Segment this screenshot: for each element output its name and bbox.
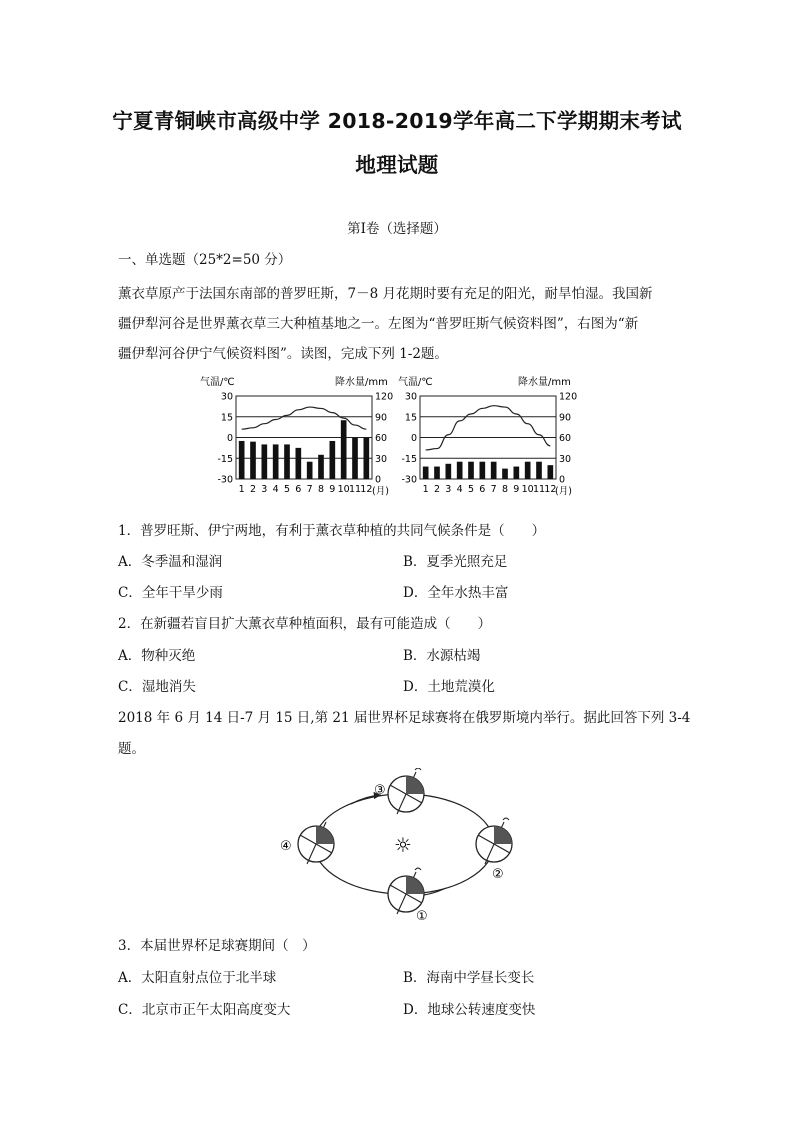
q2-option-a[interactable]: A．物种灭绝 <box>118 648 196 664</box>
exam-title: 宁夏青铜峡市高级中学 2018-2019学年高二下学期期末考试 <box>112 109 682 133</box>
month-tick: 1 <box>422 484 429 495</box>
temp-tick: -15 <box>401 453 417 465</box>
precip-bar-5 <box>284 444 290 479</box>
month-tick: 12 <box>360 484 373 495</box>
q1-stem: 1．普罗旺斯、伊宁两地，有利于薰衣草种植的共同气候条件是（ ） <box>118 523 546 539</box>
temp-tick: -15 <box>217 453 233 465</box>
precip-bar-12 <box>548 465 554 479</box>
temp-tick: 15 <box>404 412 417 424</box>
precip-bar-10 <box>341 420 347 479</box>
q1-option-a[interactable]: A．冬季温和湿润 <box>118 554 223 570</box>
temperature-curve <box>242 407 367 429</box>
label-2: ② <box>492 867 504 882</box>
precip-tick: 60 <box>375 433 388 444</box>
month-tick: 2 <box>249 484 257 495</box>
temp-tick: -30 <box>401 474 417 486</box>
temp-axis-label: 气温/℃ <box>200 377 235 388</box>
month-tick: 8 <box>317 484 325 495</box>
precip-tick: 90 <box>375 412 388 424</box>
q2-stem: 2．在新疆若盲目扩大薰衣草种植面积，最有可能造成（ ） <box>118 616 492 632</box>
temp-tick: 30 <box>404 391 417 403</box>
temp-tick: 15 <box>220 412 233 424</box>
precip-bar-11 <box>536 462 542 479</box>
temp-tick-labels <box>401 392 417 486</box>
month-tick: 9 <box>513 484 520 495</box>
month-tick: 9 <box>329 484 336 495</box>
intro1-line1: 薰衣草原产于法国东南部的普罗旺斯，7－8 月花期时要有充足的阳光，耐旱怕湿。我国新 <box>118 286 653 302</box>
month-tick: 7 <box>306 484 313 495</box>
climate-charts <box>200 372 590 502</box>
temp-axis-label: 气温/℃ <box>398 377 433 388</box>
precip-tick: 120 <box>375 391 394 403</box>
precip-bar-3 <box>446 464 452 479</box>
month-tick: 8 <box>501 484 509 495</box>
temp-tick: -30 <box>217 474 233 486</box>
q2-option-b[interactable]: B．水源枯竭 <box>403 648 481 664</box>
temperature-curve <box>426 406 551 450</box>
climate-chart-yining <box>398 375 577 497</box>
earth-position-2 <box>476 818 512 864</box>
section-title: 第Ⅰ卷（选择题） <box>347 221 447 237</box>
label-4: ④ <box>280 839 292 854</box>
month-tick: 4 <box>272 484 279 495</box>
label-1: ① <box>416 909 428 924</box>
precip-bar-7 <box>307 462 313 479</box>
q2-option-d[interactable]: D．土地荒漠化 <box>403 679 495 695</box>
precip-bar-2 <box>250 442 256 479</box>
precip-bar-8 <box>318 455 324 479</box>
q1-option-b[interactable]: B．夏季光照充足 <box>403 554 508 570</box>
q3-option-d[interactable]: D．地球公转速度变快 <box>403 1002 536 1018</box>
precip-bar-9 <box>514 467 520 479</box>
q1-option-d[interactable]: D．全年水热丰富 <box>403 585 509 601</box>
earth-orbit-diagram <box>276 768 526 928</box>
month-tick: 10 <box>337 484 350 495</box>
precip-bar-9 <box>330 441 336 479</box>
precip-tick: 30 <box>559 453 572 465</box>
part-heading: 一、单选题（25*2=50 分） <box>118 252 292 268</box>
precip-axis-label: 降水量/mm <box>518 377 571 388</box>
precip-bar-2 <box>434 467 440 479</box>
earth-position-3 <box>388 768 424 814</box>
precip-tick: 0 <box>559 474 566 486</box>
q3-option-a[interactable]: A．太阳直射点位于北半球 <box>118 970 277 986</box>
precip-bar-1 <box>239 441 245 479</box>
label-3: ③ <box>374 783 386 798</box>
temp-tick-labels <box>217 392 233 486</box>
precip-bar-8 <box>502 469 508 479</box>
month-tick: 1 <box>238 484 245 495</box>
precip-tick: 120 <box>559 391 578 403</box>
q2-option-c[interactable]: C．湿地消失 <box>118 679 196 695</box>
intro2-line2: 题。 <box>118 741 145 757</box>
precip-bars <box>423 462 553 479</box>
q1-option-c[interactable]: C．全年干旱少雨 <box>118 585 223 601</box>
month-unit-label: (月) <box>555 486 572 497</box>
intro2-line1: 2018 年 6 月 14 日-7 月 15 日,第 21 届世界杯足球赛将在俄罗斯境内举行。据此回答下列 3-4 <box>118 710 691 726</box>
precip-axis-label: 降水量/mm <box>335 377 388 388</box>
precip-bar-1 <box>423 467 429 479</box>
climate-chart-provence <box>200 375 393 497</box>
month-tick: 6 <box>479 484 486 495</box>
earth-position-1 <box>388 868 424 914</box>
month-tick-labels <box>423 484 557 495</box>
temp-gridlines <box>236 417 372 459</box>
temp-tick: 30 <box>220 391 233 403</box>
precip-bar-6 <box>480 462 486 479</box>
precip-bar-4 <box>457 462 463 479</box>
month-tick: 7 <box>490 484 497 495</box>
month-tick-labels <box>239 484 373 495</box>
precip-tick-labels <box>375 392 393 486</box>
month-tick: 10 <box>521 484 534 495</box>
precip-tick: 30 <box>375 453 388 465</box>
month-tick: 5 <box>283 484 291 495</box>
month-tick: 3 <box>445 484 452 495</box>
q3-option-c[interactable]: C．北京市正午太阳高度变大 <box>118 1002 291 1018</box>
month-tick: 5 <box>467 484 475 495</box>
precip-tick: 90 <box>559 412 572 424</box>
month-tick: 12 <box>544 484 557 495</box>
precip-tick: 0 <box>375 474 382 486</box>
month-tick: 6 <box>295 484 302 495</box>
precip-bar-6 <box>296 448 302 479</box>
sun-icon: ☼ <box>394 833 412 857</box>
precip-bar-7 <box>491 462 497 479</box>
month-tick: 4 <box>456 484 463 495</box>
precip-bar-11 <box>352 438 358 480</box>
q3-option-b[interactable]: B．海南中学昼长变长 <box>403 970 535 986</box>
precip-bar-10 <box>525 462 531 479</box>
month-tick: 2 <box>433 484 441 495</box>
month-unit-label: (月) <box>372 486 389 497</box>
precip-bar-3 <box>262 444 268 479</box>
precip-bar-5 <box>468 462 474 479</box>
precip-bars <box>239 420 369 479</box>
q3-stem: 3．本届世界杯足球赛期间（ ） <box>118 938 316 954</box>
precip-bar-4 <box>273 444 279 479</box>
precip-tick-labels <box>559 392 577 486</box>
month-tick: 11 <box>532 484 546 495</box>
precip-bar-12 <box>364 438 370 480</box>
temp-tick: 0 <box>410 433 417 444</box>
temp-gridlines <box>420 417 556 459</box>
exam-subject: 地理试题 <box>355 153 439 177</box>
intro1-line3: 疆伊犁河谷伊宁气候资料图”。读图，完成下列 1-2题。 <box>118 346 448 362</box>
month-tick: 3 <box>261 484 268 495</box>
month-tick: 11 <box>348 484 362 495</box>
temp-tick: 0 <box>226 433 233 444</box>
precip-tick: 60 <box>559 433 572 444</box>
earth-position-4 <box>298 822 334 864</box>
intro1-line2: 疆伊犁河谷是世界薰衣草三大种植基地之一。左图为“普罗旺斯气候资料图”，右图为“新 <box>118 316 639 332</box>
